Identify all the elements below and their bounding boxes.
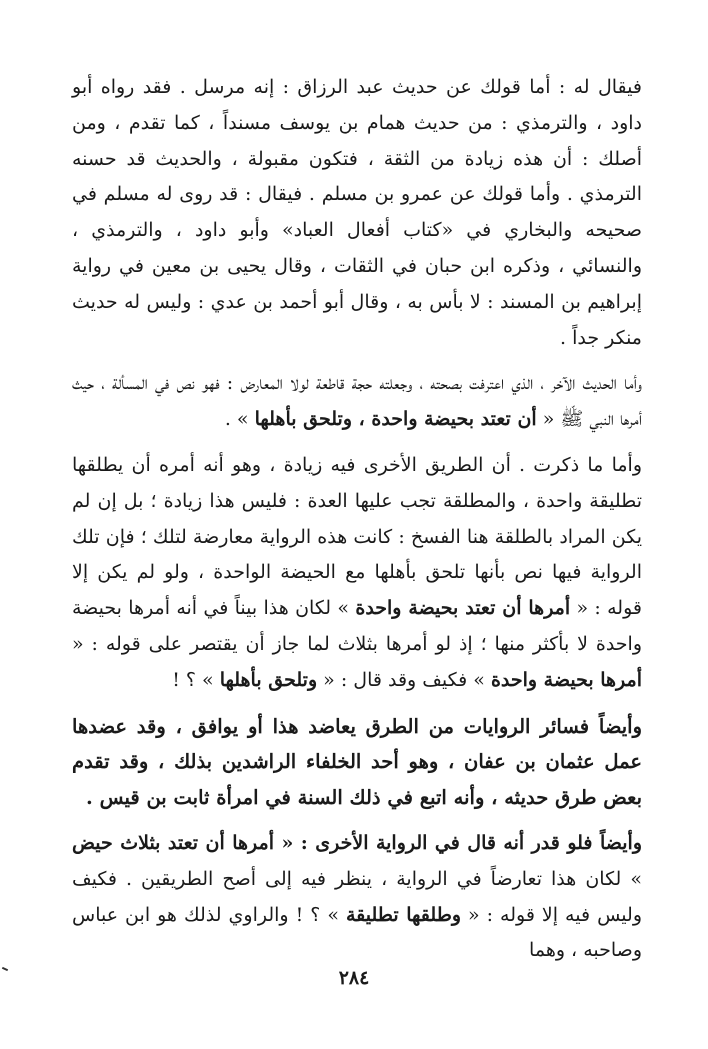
paragraph-3-text-b: » لكان هذا بيناً في أنه أمرها بحيضة واحدة لا بأكثر منها ؛ إذ لو أمرها بثلاث لما جاز أن يقتصر على قوله : «: [72, 597, 642, 655]
paragraph-1-text: فيقال له : أما قولك عن حديث عبد الرزاق : إنه مرسل . فقد رواه أبو داود ، والترمذي : من حديث همام بن يوسف مسنداً ، كما تقدم ، ومن أصلك : أن هذه زيادة من الثقة ، فتكون مقبولة ، والحديث قد حسنه الترمذي . وأما قولك عن عمرو بن مسلم . فيقال : قد روى له مسلم في صحيحه والبخاري في «كتاب أفعال العباد» وأبو داود ، والترمذي ، والنسائي ، وذكره ابن حبان في الثقات ، وقال يحيى بن معين في رواية إبراهيم بن المسند : لا بأس به ، وقال أبو أحمد بن عدي : وليس له حديث منكر جداً .: [72, 76, 642, 349]
paragraph-2-text-a: وأما الحديث الآخر ، الذي اعترفت بصحته ، وجعلته حجة قاطعة لولا المعارض : فهو نص في المسألة ، حيث أمرها النبي ﷺ «: [72, 372, 642, 431]
paragraph-2: [72, 366, 642, 438]
paragraph-5-bold-quote-2: وطلقها تطليقة: [345, 903, 461, 926]
paragraph-5-text-c: » ؟ ! والراوي لذلك هو ابن عباس وصاحبه ، وهما: [72, 903, 642, 962]
paragraph-5-text-b: » لكان هذا تعارضاً في الرواية ، ينظر فيه إلى أصح الطريقين . فكيف وليس فيه إلا قوله : «: [72, 867, 642, 926]
paragraph-2-text-b: » .: [224, 408, 255, 431]
paragraph-4-text: وأيضاً فسائر الروايات من الطرق يعاضد هذا أو يوافق ، وقد عضدها عمل عثمان بن عفان ، وهو أحد الخلفاء الراشدين بذلك ، وقد تقدم بعض طرق حديثه ، وأنه اتبع في ذلك السنة في امرأة ثابت بن قيس .: [72, 714, 642, 810]
page-body: [72, 70, 642, 969]
paragraph-1: [72, 70, 642, 356]
paragraph-3-text-d: » ؟ !: [172, 668, 220, 691]
paragraph-3-text-a: وأما ما ذكرت . أن الطريق الأخرى فيه زيادة ، وهو أنه أمره أن يطلقها تطليقة واحدة ، والمطلقة تجب عليها العدة : فليس هذا زيادة ؛ بل إن لم يكن المراد بالطلقة هنا الفسخ : كانت هذه الرواية معارضة لتلك ؛ فإن تلك الرواية فيها نص بأنها تلحق بأهلها مع الحيضة الواحدة ، ولو لم يكن إلا قوله : «: [72, 453, 642, 620]
paragraph-3-text-c: » فكيف وقد قال : «: [317, 668, 491, 691]
paragraph-2-bold-quote: أن تعتد بحيضة واحدة ، وتلحق بأهلها: [254, 408, 537, 431]
paragraph-5-text-a: وأيضاً فلو قدر أنه قال في الرواية الأخرى : «: [274, 831, 642, 854]
paragraph-5: [72, 826, 642, 969]
paragraph-4: [72, 709, 642, 816]
paragraph-3: [72, 448, 642, 699]
paragraph-3-bold-quote-1: أمرها أن تعتد بحيضة واحدة: [355, 597, 571, 620]
paragraph-3-bold-quote-3: وتلحق بأهلها: [219, 668, 318, 691]
page-number: ٢٨٤: [338, 967, 370, 989]
paragraph-5-bold-quote-1: أمرها أن تعتد بثلاث حيض: [72, 831, 274, 854]
paragraph-3-bold-quote-2: أمرها بحيضة واحدة: [490, 668, 642, 691]
